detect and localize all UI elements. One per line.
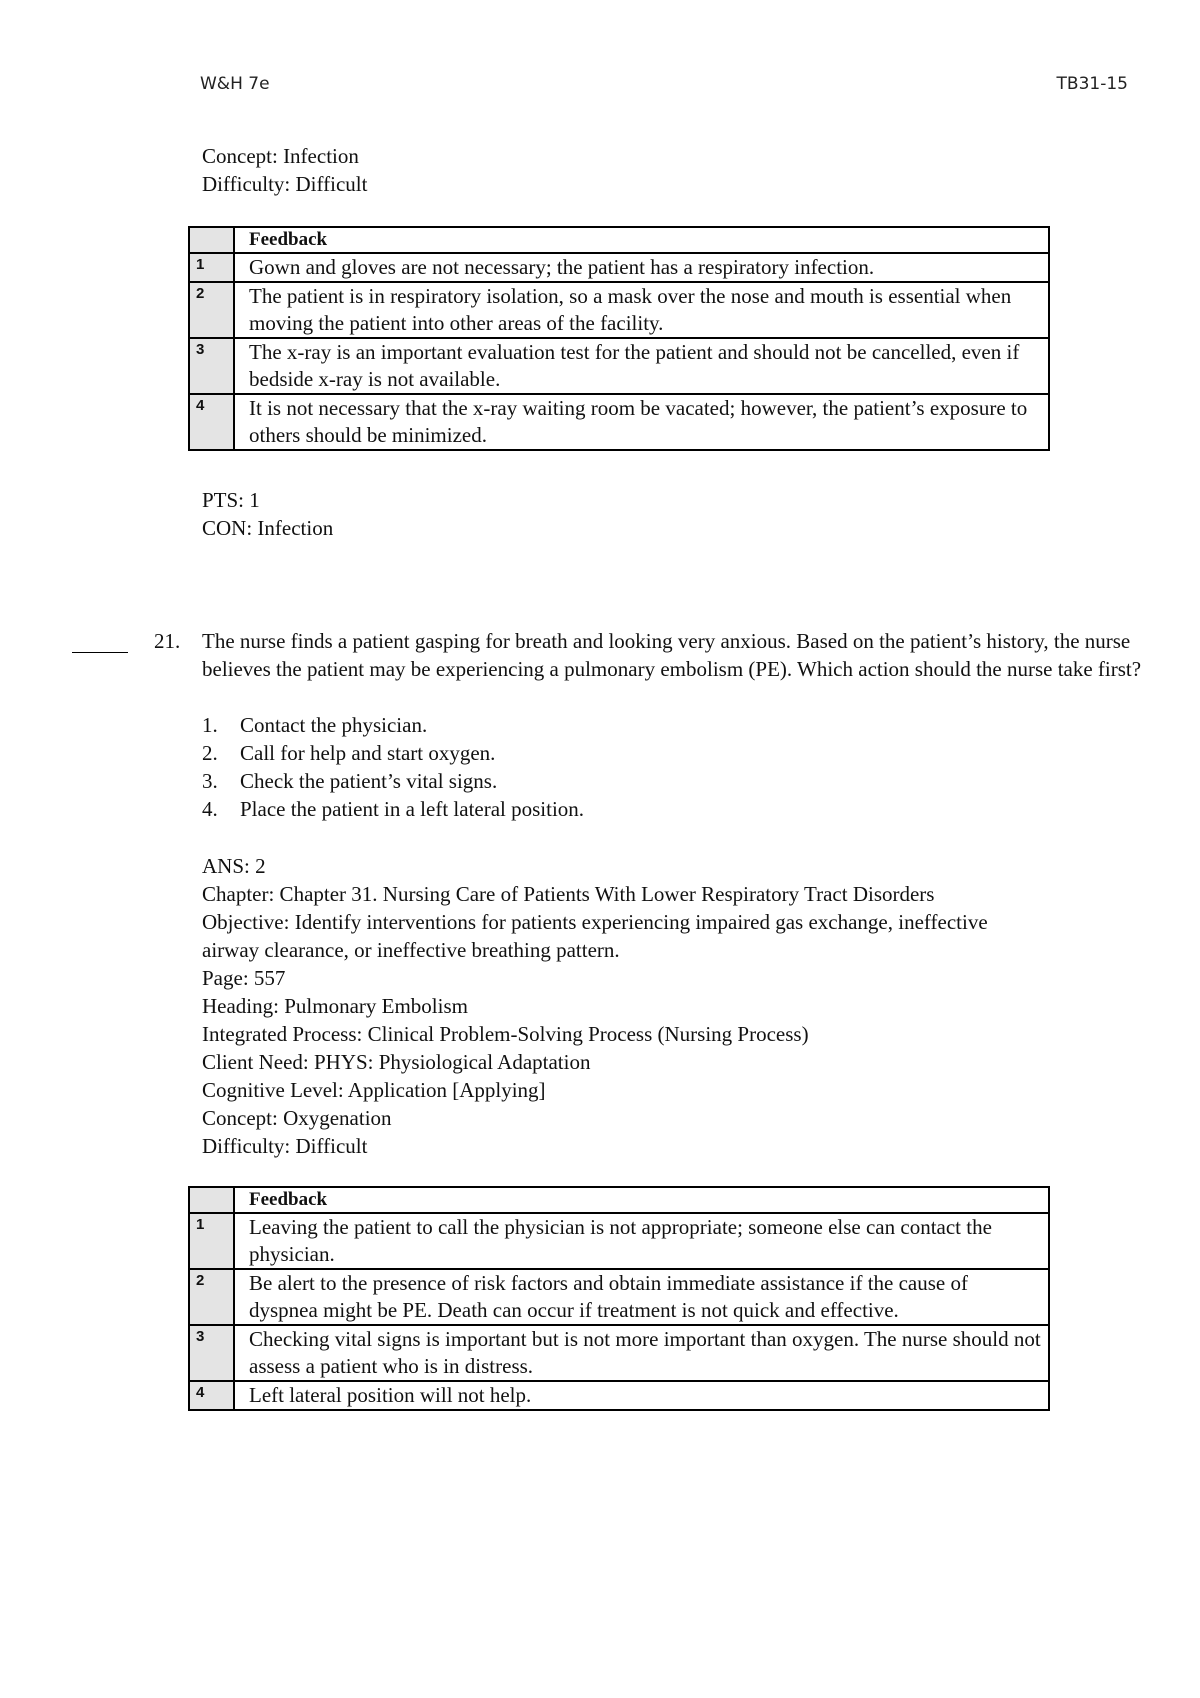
- answer-options: [202, 711, 584, 823]
- feedback-table-header-row: [189, 227, 1049, 253]
- feedback-table-2: [188, 1186, 1050, 1411]
- feedback-table-header-row: [189, 1187, 1049, 1213]
- feedback-row: [189, 1381, 1049, 1410]
- option-text: Call for help and start oxygen.: [240, 741, 496, 765]
- option-text: Contact the physician.: [240, 713, 428, 737]
- option-2: [202, 739, 584, 767]
- option-text: Place the patient in a left lateral position.: [240, 797, 585, 821]
- option-text: Check the patient’s vital signs.: [240, 769, 498, 793]
- header-left: W&H 7e: [200, 74, 270, 94]
- option-number: 3.: [202, 769, 218, 793]
- option-4: [202, 795, 584, 823]
- feedback-row-text: Checking vital signs is important but is not more important than oxygen. The nurse should not assess a patient who is in distress.: [234, 1325, 1049, 1381]
- feedback-header: Feedback: [234, 1187, 1049, 1213]
- option-number: 2.: [202, 741, 218, 765]
- feedback-header: Feedback: [234, 227, 1049, 253]
- feedback-row-text: The x-ray is an important evaluation test for the patient and should not be cancelled, even if bedside x-ray is not available.: [234, 338, 1049, 394]
- option-number: 4.: [202, 797, 218, 821]
- feedback-row-text: The patient is in respiratory isolation, so a mask over the nose and mouth is essential when moving the patient into other areas of the facility.: [234, 282, 1049, 338]
- feedback-row: [189, 338, 1049, 394]
- feedback-row: [189, 1325, 1049, 1381]
- feedback-row: [189, 282, 1049, 338]
- objective-line-continued: airway clearance, or ineffective breathing pattern.: [202, 938, 620, 962]
- feedback-row-number: 2: [189, 282, 234, 338]
- con-line: CON: Infection: [202, 516, 334, 540]
- feedback-row-number: 4: [189, 394, 234, 450]
- feedback-row-number: 1: [189, 253, 234, 282]
- feedback-row-text: Be alert to the presence of risk factors and obtain immediate assistance if the cause of dyspnea might be PE. Death can occur if treatment is not quick and effective.: [234, 1269, 1049, 1325]
- feedback-row: [189, 1269, 1049, 1325]
- option-1: [202, 711, 584, 739]
- feedback-row-text: Gown and gloves are not necessary; the patient has a respiratory infection.: [234, 253, 1049, 282]
- question-stem-wrap: [202, 627, 1142, 683]
- feedback-row-number: 2: [189, 1269, 234, 1325]
- question-number: 21.: [154, 629, 181, 653]
- option-3: [202, 767, 584, 795]
- feedback-row: [189, 1213, 1049, 1269]
- integrated-process-line: Integrated Process: Clinical Problem-Solving Process (Nursing Process): [202, 1022, 809, 1046]
- points-line: PTS: 1: [202, 488, 260, 512]
- feedback-row-number: 3: [189, 338, 234, 394]
- feedback-row-number: 3: [189, 1325, 234, 1381]
- feedback-table-1: [188, 226, 1050, 451]
- concept-line: Concept: Oxygenation: [202, 1106, 392, 1130]
- previous-question-footer: [202, 486, 333, 542]
- feedback-row-number: 1: [189, 1213, 234, 1269]
- answer-blank[interactable]: [72, 632, 128, 653]
- feedback-row: [189, 253, 1049, 282]
- feedback-row-text: Leaving the patient to call the physician is not appropriate; someone else can contact the physician.: [234, 1213, 1049, 1269]
- feedback-row-number: 4: [189, 1381, 234, 1410]
- feedback-row-text: Left lateral position will not help.: [234, 1381, 1049, 1410]
- option-number: 1.: [202, 713, 218, 737]
- question-meta: [202, 852, 988, 1160]
- difficulty-line: Difficulty: Difficult: [202, 1134, 368, 1158]
- cognitive-level-line: Cognitive Level: Application [Applying]: [202, 1078, 546, 1102]
- feedback-row: [189, 394, 1049, 450]
- answer-line: ANS: 2: [202, 854, 266, 878]
- chapter-line: Chapter: Chapter 31. Nursing Care of Patients With Lower Respiratory Tract Disorders: [202, 882, 935, 906]
- heading-line: Heading: Pulmonary Embolism: [202, 994, 468, 1018]
- objective-line: Objective: Identify interventions for patients experiencing impaired gas exchange, ineffective: [202, 910, 988, 934]
- client-need-line: Client Need: PHYS: Physiological Adaptation: [202, 1050, 591, 1074]
- feedback-row-text: It is not necessary that the x-ray waiting room be vacated; however, the patient’s exposure to others should be minimized.: [234, 394, 1049, 450]
- header-right: TB31-15: [1056, 74, 1128, 94]
- concept-line: Concept: Infection: [202, 144, 359, 168]
- question-stem: The nurse finds a patient gasping for breath and looking very anxious. Based on the patient’s history, the nurse believes the patient may be experiencing a pulmonary embolism (PE). Which action should the nurse take first?: [202, 629, 1142, 681]
- previous-question-meta: [202, 142, 367, 198]
- difficulty-line: Difficulty: Difficult: [202, 172, 368, 196]
- page-line: Page: 557: [202, 966, 286, 990]
